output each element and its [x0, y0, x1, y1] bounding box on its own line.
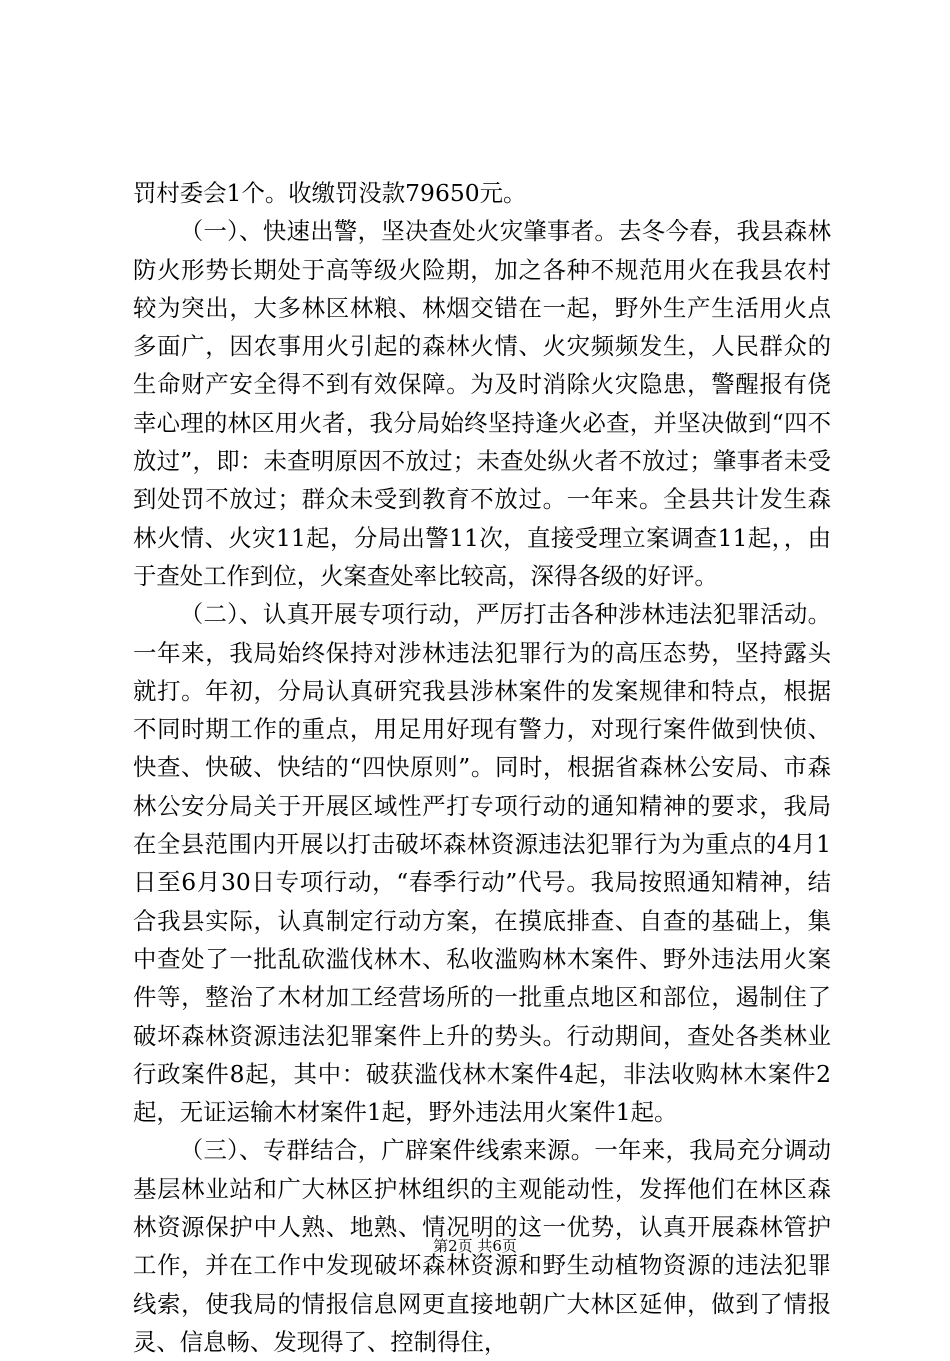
paragraph-fire-investigation: （一）、快速出警，坚决查处火灾肇事者。去冬今春，我县森林防火形势长期处于高等级火险期，加之各种不规范用火在我县农村较为突出，大多林区林粮、林烟交错在一起，野外生产生活用火点多面广，因农事用火引起的森林火情、火灾频频发生，人民群众的生命财产安全得不到有效保障。为及时消除火灾隐患，警醒报有侥幸心理的林区用火者，我分局始终坚持逢火必查，并坚决做到“四不放过”，即：未查明原因不放过；未查处纵火者不放过；肇事者未受到处罚不放过；群众未受到教育不放过。一年来。全县共计发生森林火情、火灾11起，分局出警11次，直接受理立案调查11起，，由于查处工作到位，火案查处率比较高，深得各级的好评。: [133, 217, 831, 590]
paragraph-special-operation: （二）、认真开展专项行动，严厉打击各种涉林违法犯罪活动。一年来，我局始终保持对涉林违法犯罪行为的高压态势，坚持露头就打。年初，分局认真研究我县涉林案件的发案规律和特点，根据不同时期工作的重点，用足用好现有警力，对现行案件做到快侦、快查、快破、快结的“四快原则”。同时，根据省森林公安局、市森林公安分局关于开展区域性严打专项行动的通知精神的要求，我局在全县范围内开展以打击破坏森林资源违法犯罪行为为重点的4月1日至6月30日专项行动，“春季行动”代号。我局按照通知精神，结合我县实际，认真制定行动方案，在摸底排查、自查的基础上，集中查处了一批乱砍滥伐林木、私收滥购林木案件、野外违法用火案件等，整治了木材加工经营场所的一批重点地区和部位，遏制住了破坏森林资源违法犯罪案件上升的势头。行动期间，查处各类林业行政案件8起，其中：破获滥伐林木案件4起，非法收购林木案件2起，无证运输木材案件1起，野外违法用火案件1起。: [133, 600, 831, 1127]
paragraph-continuation: 罚村委会1个。收缴罚没款79650元。: [133, 179, 527, 207]
document-body: [133, 174, 831, 1361]
paragraph-community-cooperation: （三）、专群结合，广辟案件线索来源。一年来，我局充分调动基层林业站和广大林区护林组织的主观能动性，发挥他们在林区森林资源保护中人熟、地熟、情况明的这一优势，认真开展森林管护工作，并在工作中发现破坏森林资源和野生动植物资源的违法犯罪线索，使我局的情报信息网更直接地朝广大林区延伸，做到了情报灵、信息畅、发现得了、控制得住，: [133, 1136, 831, 1356]
page-number-footer: 第2页 共6页: [433, 1237, 517, 1255]
